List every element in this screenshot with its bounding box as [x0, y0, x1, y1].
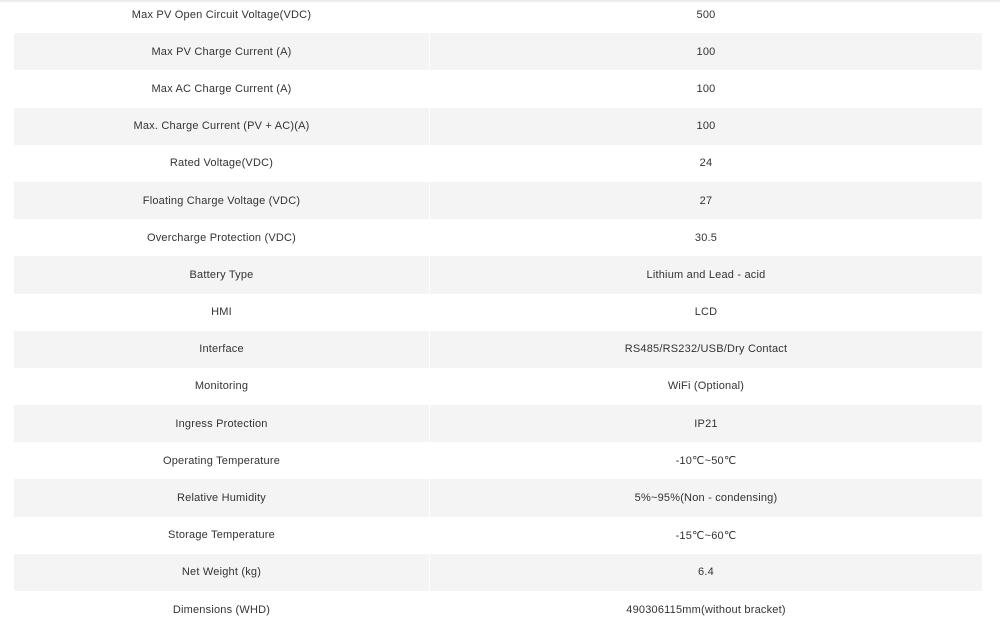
- table-row: [14, 479, 982, 516]
- spec-label: Monitoring: [194, 380, 249, 393]
- table-row: [14, 182, 982, 219]
- spec-label: Operating Temperature: [162, 454, 281, 467]
- table-row: [14, 368, 982, 405]
- table-row: [14, 0, 982, 33]
- table-row: [14, 591, 982, 628]
- spec-label: Dimensions (WHD): [172, 603, 271, 616]
- spec-label: Battery Type: [14, 256, 430, 293]
- table-row: [14, 256, 982, 293]
- spec-value: 30.5: [694, 231, 718, 244]
- table-row: [14, 108, 982, 145]
- table-row: [14, 33, 982, 70]
- spec-label: Max. Charge Current (PV + AC)(A): [14, 108, 430, 145]
- spec-value: -15℃~60℃: [675, 529, 737, 542]
- spec-table: [14, 0, 982, 628]
- spec-label: Ingress Protection: [14, 405, 430, 442]
- spec-value: 100: [430, 108, 983, 145]
- spec-label: Net Weight (kg): [14, 554, 430, 591]
- table-row: [14, 294, 982, 331]
- spec-value: IP21: [430, 405, 983, 442]
- spec-value: WiFi (Optional): [667, 380, 745, 393]
- spec-value: 6.4: [430, 554, 983, 591]
- spec-label: Max AC Charge Current (A): [151, 82, 292, 95]
- spec-value: 490306115mm(without bracket): [626, 603, 786, 616]
- spec-value: RS485/RS232/USB/Dry Contact: [430, 331, 983, 368]
- spec-label: Overcharge Protection (VDC): [146, 231, 297, 244]
- spec-label: Floating Charge Voltage (VDC): [14, 182, 430, 219]
- spec-value: 100: [430, 33, 983, 70]
- spec-value: 27: [430, 182, 983, 219]
- table-row: [14, 554, 982, 591]
- table-row: [14, 145, 982, 182]
- spec-label: Rated Voltage(VDC): [169, 157, 274, 170]
- table-row: [14, 442, 982, 479]
- table-row: [14, 70, 982, 107]
- spec-label: Interface: [14, 331, 430, 368]
- table-row: [14, 219, 982, 256]
- spec-label: Relative Humidity: [14, 479, 430, 516]
- table-row: [14, 331, 982, 368]
- spec-label: HMI: [211, 306, 232, 319]
- spec-value: -10℃~50℃: [675, 455, 737, 468]
- spec-value: 24: [699, 157, 713, 170]
- spec-value: 5%~95%(Non - condensing): [430, 479, 983, 516]
- table-row: [14, 517, 982, 554]
- spec-label: Max PV Open Circuit Voltage(VDC): [131, 8, 312, 21]
- spec-label: Storage Temperature: [168, 529, 275, 542]
- spec-value: 500: [696, 8, 716, 21]
- spec-value: LCD: [694, 306, 718, 319]
- table-row: [14, 405, 982, 442]
- spec-label: Max PV Charge Current (A): [14, 33, 430, 70]
- spec-value: Lithium and Lead - acid: [430, 256, 983, 293]
- spec-value: 100: [696, 82, 716, 95]
